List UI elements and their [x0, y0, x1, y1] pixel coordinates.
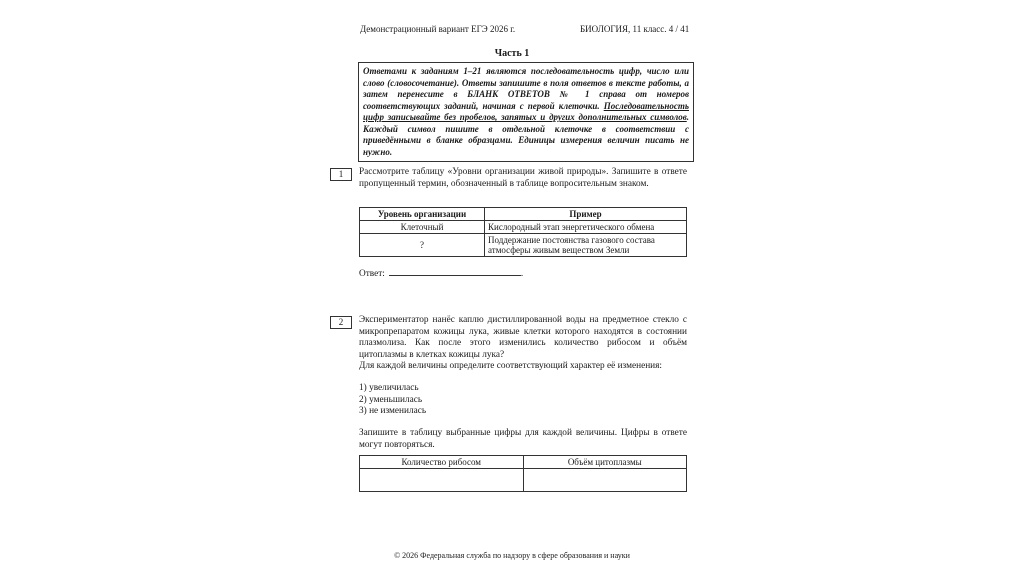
- task1-text: [359, 167, 687, 190]
- table-row: [360, 469, 687, 492]
- answer-field[interactable]: [389, 266, 521, 276]
- list-item: 1) увеличилась: [359, 383, 419, 393]
- task1-answer: [359, 266, 523, 279]
- table-row: [360, 221, 687, 234]
- header-left: Демонстрационный вариант ЕГЭ 2026 г.: [360, 24, 516, 34]
- instructions-text-2: . Каждый символ пишите в отдельной клеточке в соответствии с приведёнными в бланке образцами. Единицы измерения величин писать не нужно.: [363, 112, 689, 157]
- answer-end: .: [520, 269, 524, 279]
- answer-cell-cytoplasm[interactable]: [523, 469, 687, 492]
- list-item: 2) уменьшилась: [359, 394, 423, 405]
- table-header: Уровень организации: [360, 208, 485, 221]
- instructions-text-1: Ответами к заданиям 1–21 являются последовательность цифр, число или слово (словосочетание). Ответы запишите в поля ответов в тексте работы, а затем перенесите в БЛАНК ОТВЕТОВ № 1 справа от номеров соответствующих заданий, начиная с первой клеточки.: [363, 66, 689, 111]
- task2-instruction-text: Запишите в таблицу выбранные цифры для каждой величины. Цифры в ответе могут повторяться.: [359, 428, 687, 450]
- table-header-row: [360, 456, 687, 469]
- list-item: 3) не изменилась: [359, 406, 427, 416]
- table-header: Количество рибосом: [360, 456, 524, 469]
- header-right: БИОЛОГИЯ, 11 класс. 4 / 41: [580, 24, 690, 34]
- table-header: Объём цитоплазмы: [523, 456, 687, 469]
- answer-label: Ответ:: [359, 269, 385, 279]
- task2-question: Экспериментатор нанёс каплю дистиллированной воды на предметное стекло с микропрепаратом кожицы лука, живые клетки которого находятся в состоянии плазмолиза. Как после этого изменились количество рибосом и объём цитоплазмы в клетках кожицы лука?: [359, 315, 687, 360]
- table-header: Пример: [485, 208, 687, 221]
- table-cell: Поддержание постоянства газового состава атмосферы живым веществом Земли: [485, 234, 687, 257]
- task1-number: 1: [330, 168, 352, 181]
- instructions-box: [358, 62, 694, 162]
- table-cell: Кислородный этап энергетического обмена: [485, 221, 687, 234]
- task2-instruction: [359, 428, 687, 451]
- task2-number: 2: [330, 316, 352, 329]
- table-cell: Клеточный: [360, 221, 485, 234]
- task2-answer-table: [359, 455, 687, 492]
- task2-options: [359, 383, 426, 418]
- task2-subquestion: Для каждой величины определите соответствующий характер её изменения:: [359, 361, 663, 371]
- table-row: [360, 234, 687, 257]
- table-cell: ?: [360, 234, 485, 257]
- part-title: Часть 1: [494, 48, 530, 59]
- instructions-underlined: Последовательность цифр записывайте без пробелов, запятых и других дополнительных символов: [363, 100, 689, 122]
- task1-table: [359, 207, 687, 257]
- footer: © 2026 Федеральная служба по надзору в сфере образования и науки: [394, 551, 630, 560]
- answer-cell-ribosomes[interactable]: [360, 469, 524, 492]
- task2-text: [359, 315, 687, 373]
- table-header-row: [360, 208, 687, 221]
- task1-question: Рассмотрите таблицу «Уровни организации живой природы». Запишите в ответе пропущенный термин, обозначенный в таблице вопросительным знаком.: [359, 167, 687, 189]
